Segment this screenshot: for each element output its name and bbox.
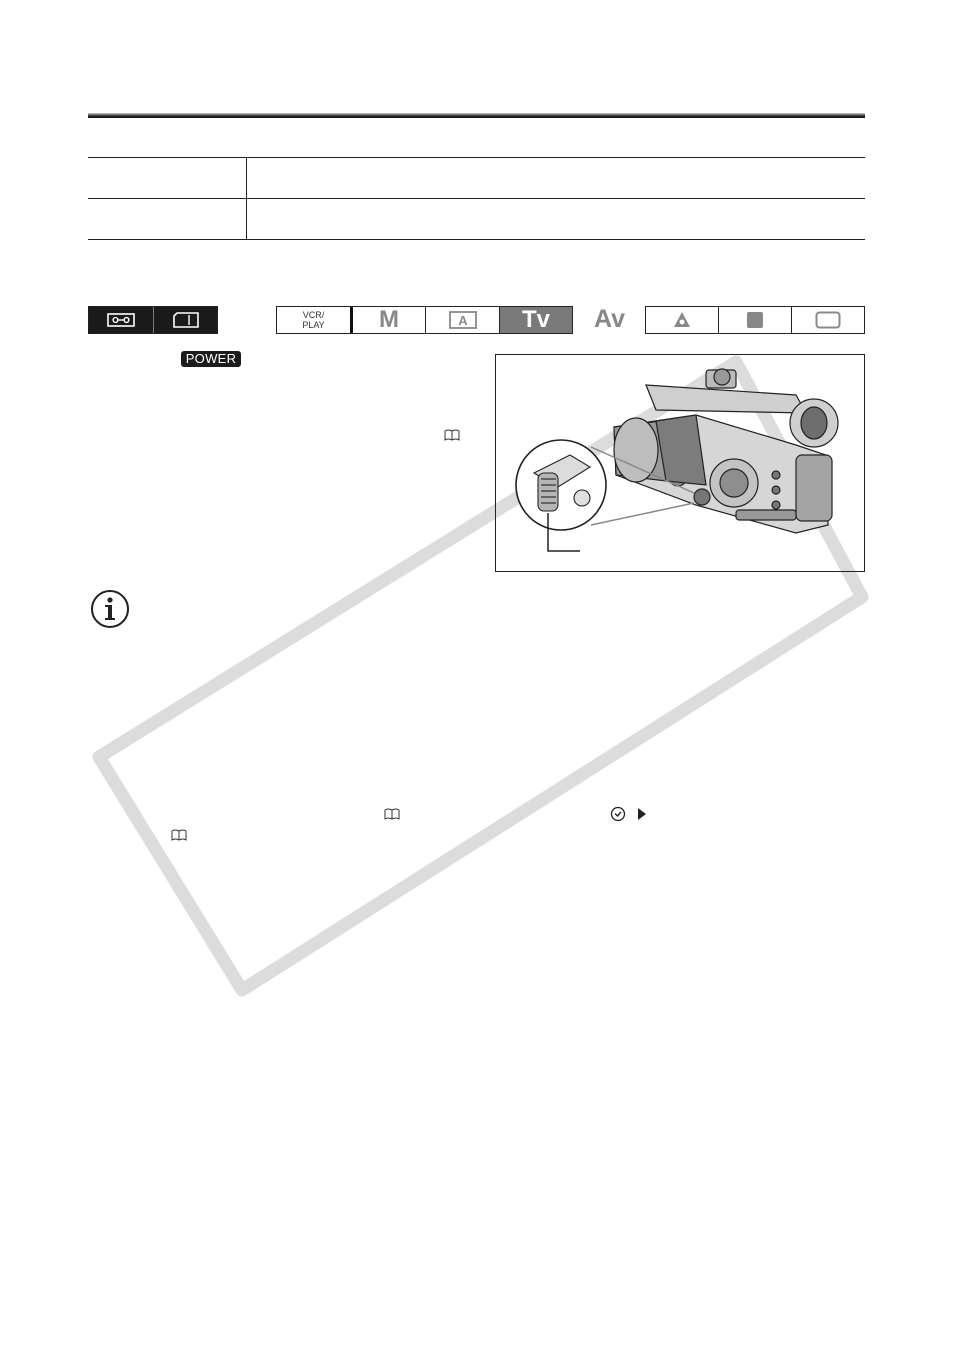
table-rule-top bbox=[88, 157, 865, 158]
info-icon bbox=[90, 589, 130, 629]
svg-text:A: A bbox=[457, 313, 468, 328]
table-rule-bottom bbox=[88, 239, 865, 240]
arrow-right-icon bbox=[637, 807, 647, 821]
book-reference-icon bbox=[384, 808, 400, 820]
book-reference-icon bbox=[444, 429, 460, 441]
mode-m bbox=[353, 307, 426, 333]
tape-cassette-icon bbox=[107, 313, 135, 327]
scene-night bbox=[719, 307, 792, 333]
mode-vcr-play bbox=[277, 307, 353, 333]
blank-frame-icon bbox=[815, 311, 841, 329]
mode-vcr-play-label: VCR/ PLAY bbox=[302, 310, 325, 330]
night-icon bbox=[746, 311, 764, 329]
table-column-divider bbox=[246, 157, 247, 239]
mode-av-label: Av bbox=[594, 305, 626, 333]
media-mode-bar bbox=[88, 306, 218, 334]
power-badge: POWER bbox=[181, 351, 241, 367]
mode-auto bbox=[426, 307, 500, 333]
book-reference-icon bbox=[171, 829, 187, 841]
auto-mode-icon bbox=[449, 311, 477, 329]
memory-card-icon bbox=[173, 312, 199, 328]
program-mode-bar bbox=[276, 306, 573, 334]
camcorder-dial-illustration bbox=[496, 355, 864, 571]
scene-blank bbox=[792, 307, 864, 333]
tape-mode bbox=[89, 307, 154, 333]
scene-spotlight bbox=[646, 307, 719, 333]
camcorder-illustration-box bbox=[495, 354, 865, 572]
spotlight-icon bbox=[673, 311, 691, 329]
mode-tv-label: Tv bbox=[521, 306, 550, 333]
check-circle-icon bbox=[610, 806, 626, 822]
card-mode bbox=[154, 307, 217, 333]
scene-mode-bar bbox=[645, 306, 865, 334]
mode-tv bbox=[500, 307, 572, 333]
table-rule-middle bbox=[88, 198, 865, 199]
mode-m-label: M bbox=[379, 306, 399, 333]
header-rule bbox=[88, 113, 865, 118]
